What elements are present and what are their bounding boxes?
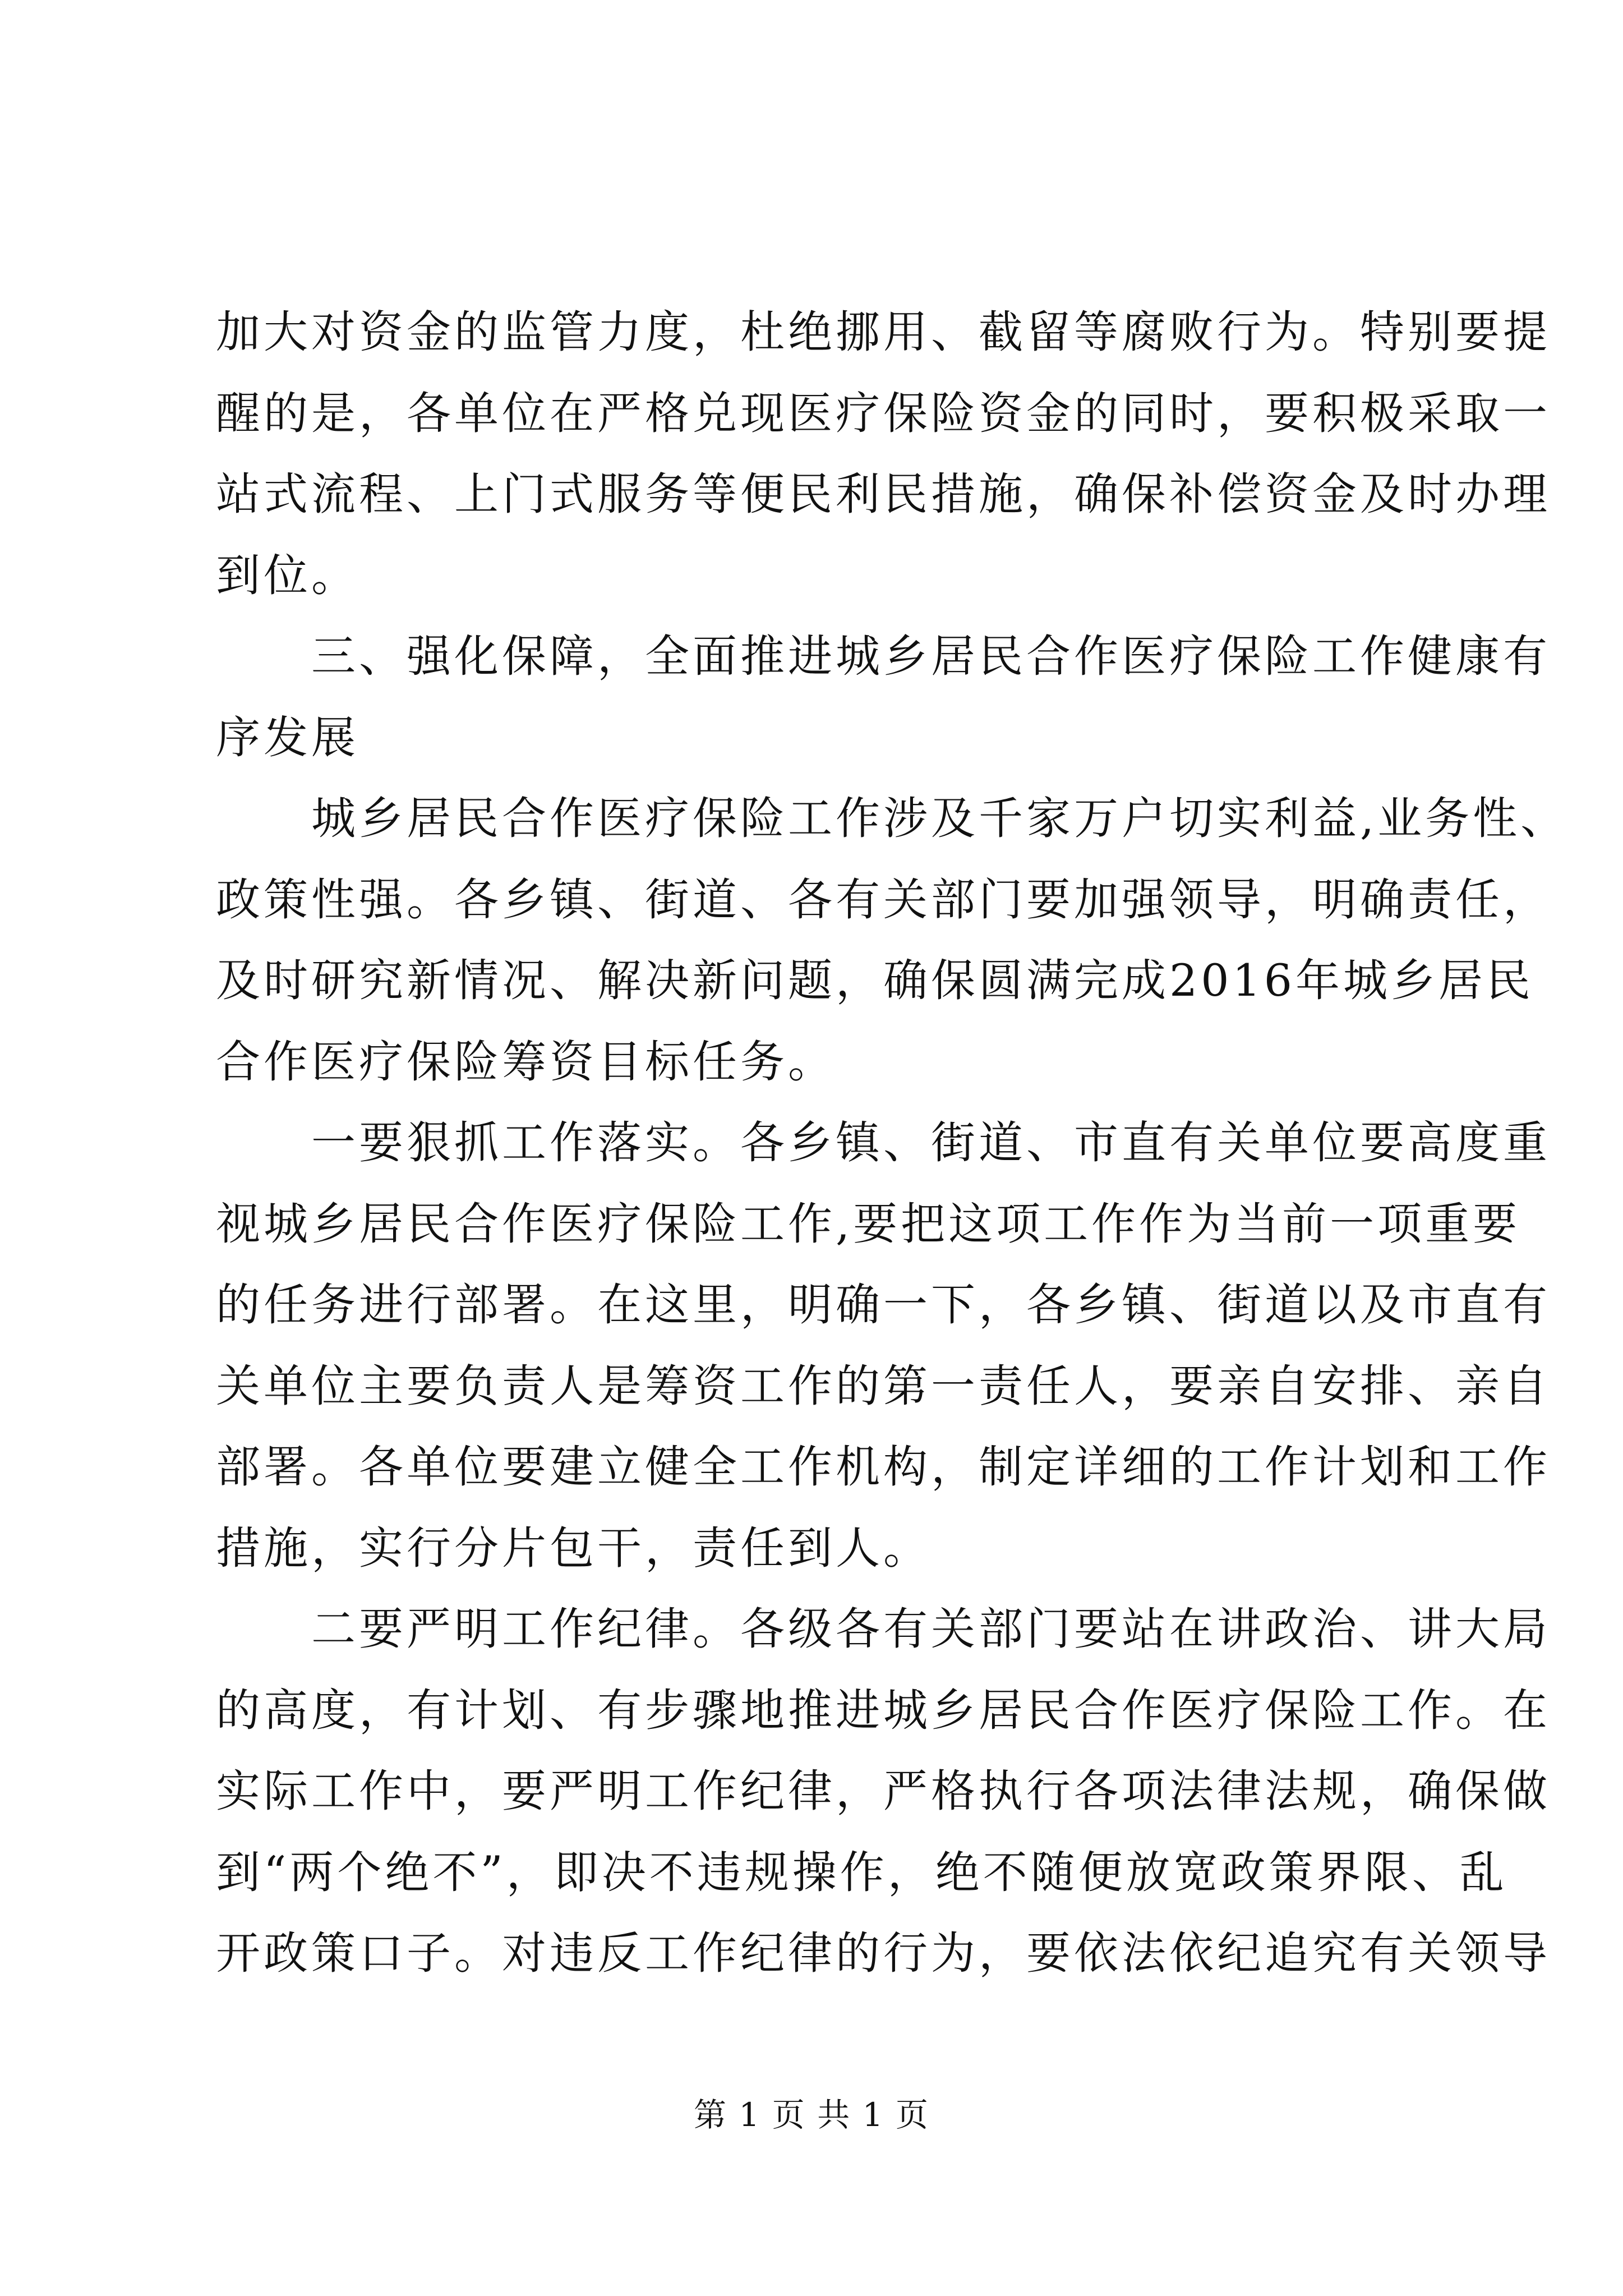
text-line: 及时研究新情况、解决新问题，确保圆满完成2016年城乡居民 [216,955,1534,1006]
document-body [216,292,1569,1994]
text-line: 政策性强。各乡镇、街道、各有关部门要加强领导，明确责任， [216,873,1551,926]
text-line: 到位。 [216,549,359,601]
text-line: 的任务进行部署。在这里，明确一下，各乡镇、街道以及市直有 [216,1279,1551,1331]
section-heading-line: 序发展 [216,711,359,763]
text-line: 一要狠抓工作落实。各乡镇、街道、市直有关单位要高度重 [216,1117,1551,1168]
section-heading-line: 三、强化保障，全面推进城乡居民合作医疗保险工作健康有 [216,631,1551,682]
text-line: 站式流程、上门式服务等便民利民措施，确保补偿资金及时办理 [216,468,1551,520]
text-line: 开政策口子。对违反工作纪律的行为，要依法依纪追究有关领导 [216,1927,1551,1979]
text-line: 二要严明工作纪律。各级各有关部门要站在讲政治、讲大局 [216,1603,1551,1655]
page-number-footer: 第 1 页 共 1 页 [694,2096,929,2134]
text-line: 关单位主要负责人是筹资工作的第一责任人，要亲自安排、亲自 [216,1360,1551,1412]
text-line: 视城乡居民合作医疗保险工作,要把这项工作作为当前一项重要 [216,1198,1521,1250]
text-line: 城乡居民合作医疗保险工作涉及千家万户切实利益,业务性、 [216,793,1569,844]
text-line: 加大对资金的监管力度，杜绝挪用、截留等腐败行为。特别要提 [216,306,1551,358]
text-line: 合作医疗保险筹资目标任务。 [216,1036,836,1088]
text-line: 的高度，有计划、有步骤地推进城乡居民合作医疗保险工作。在 [216,1684,1551,1736]
document-paragraph [216,292,1569,1994]
text-line: 醒的是，各单位在严格兑现医疗保险资金的同时，要积极采取一 [216,387,1551,439]
text-line: 到“两个绝不”，即决不违规操作，绝不随便放宽政策界限、乱 [216,1846,1507,1898]
text-line: 部署。各单位要建立健全工作机构，制定详细的工作计划和工作 [216,1441,1551,1493]
text-line: 实际工作中，要严明工作纪律，严格执行各项法律法规，确保做 [216,1765,1551,1817]
text-line: 措施，实行分片包干，责任到人。 [216,1522,931,1574]
